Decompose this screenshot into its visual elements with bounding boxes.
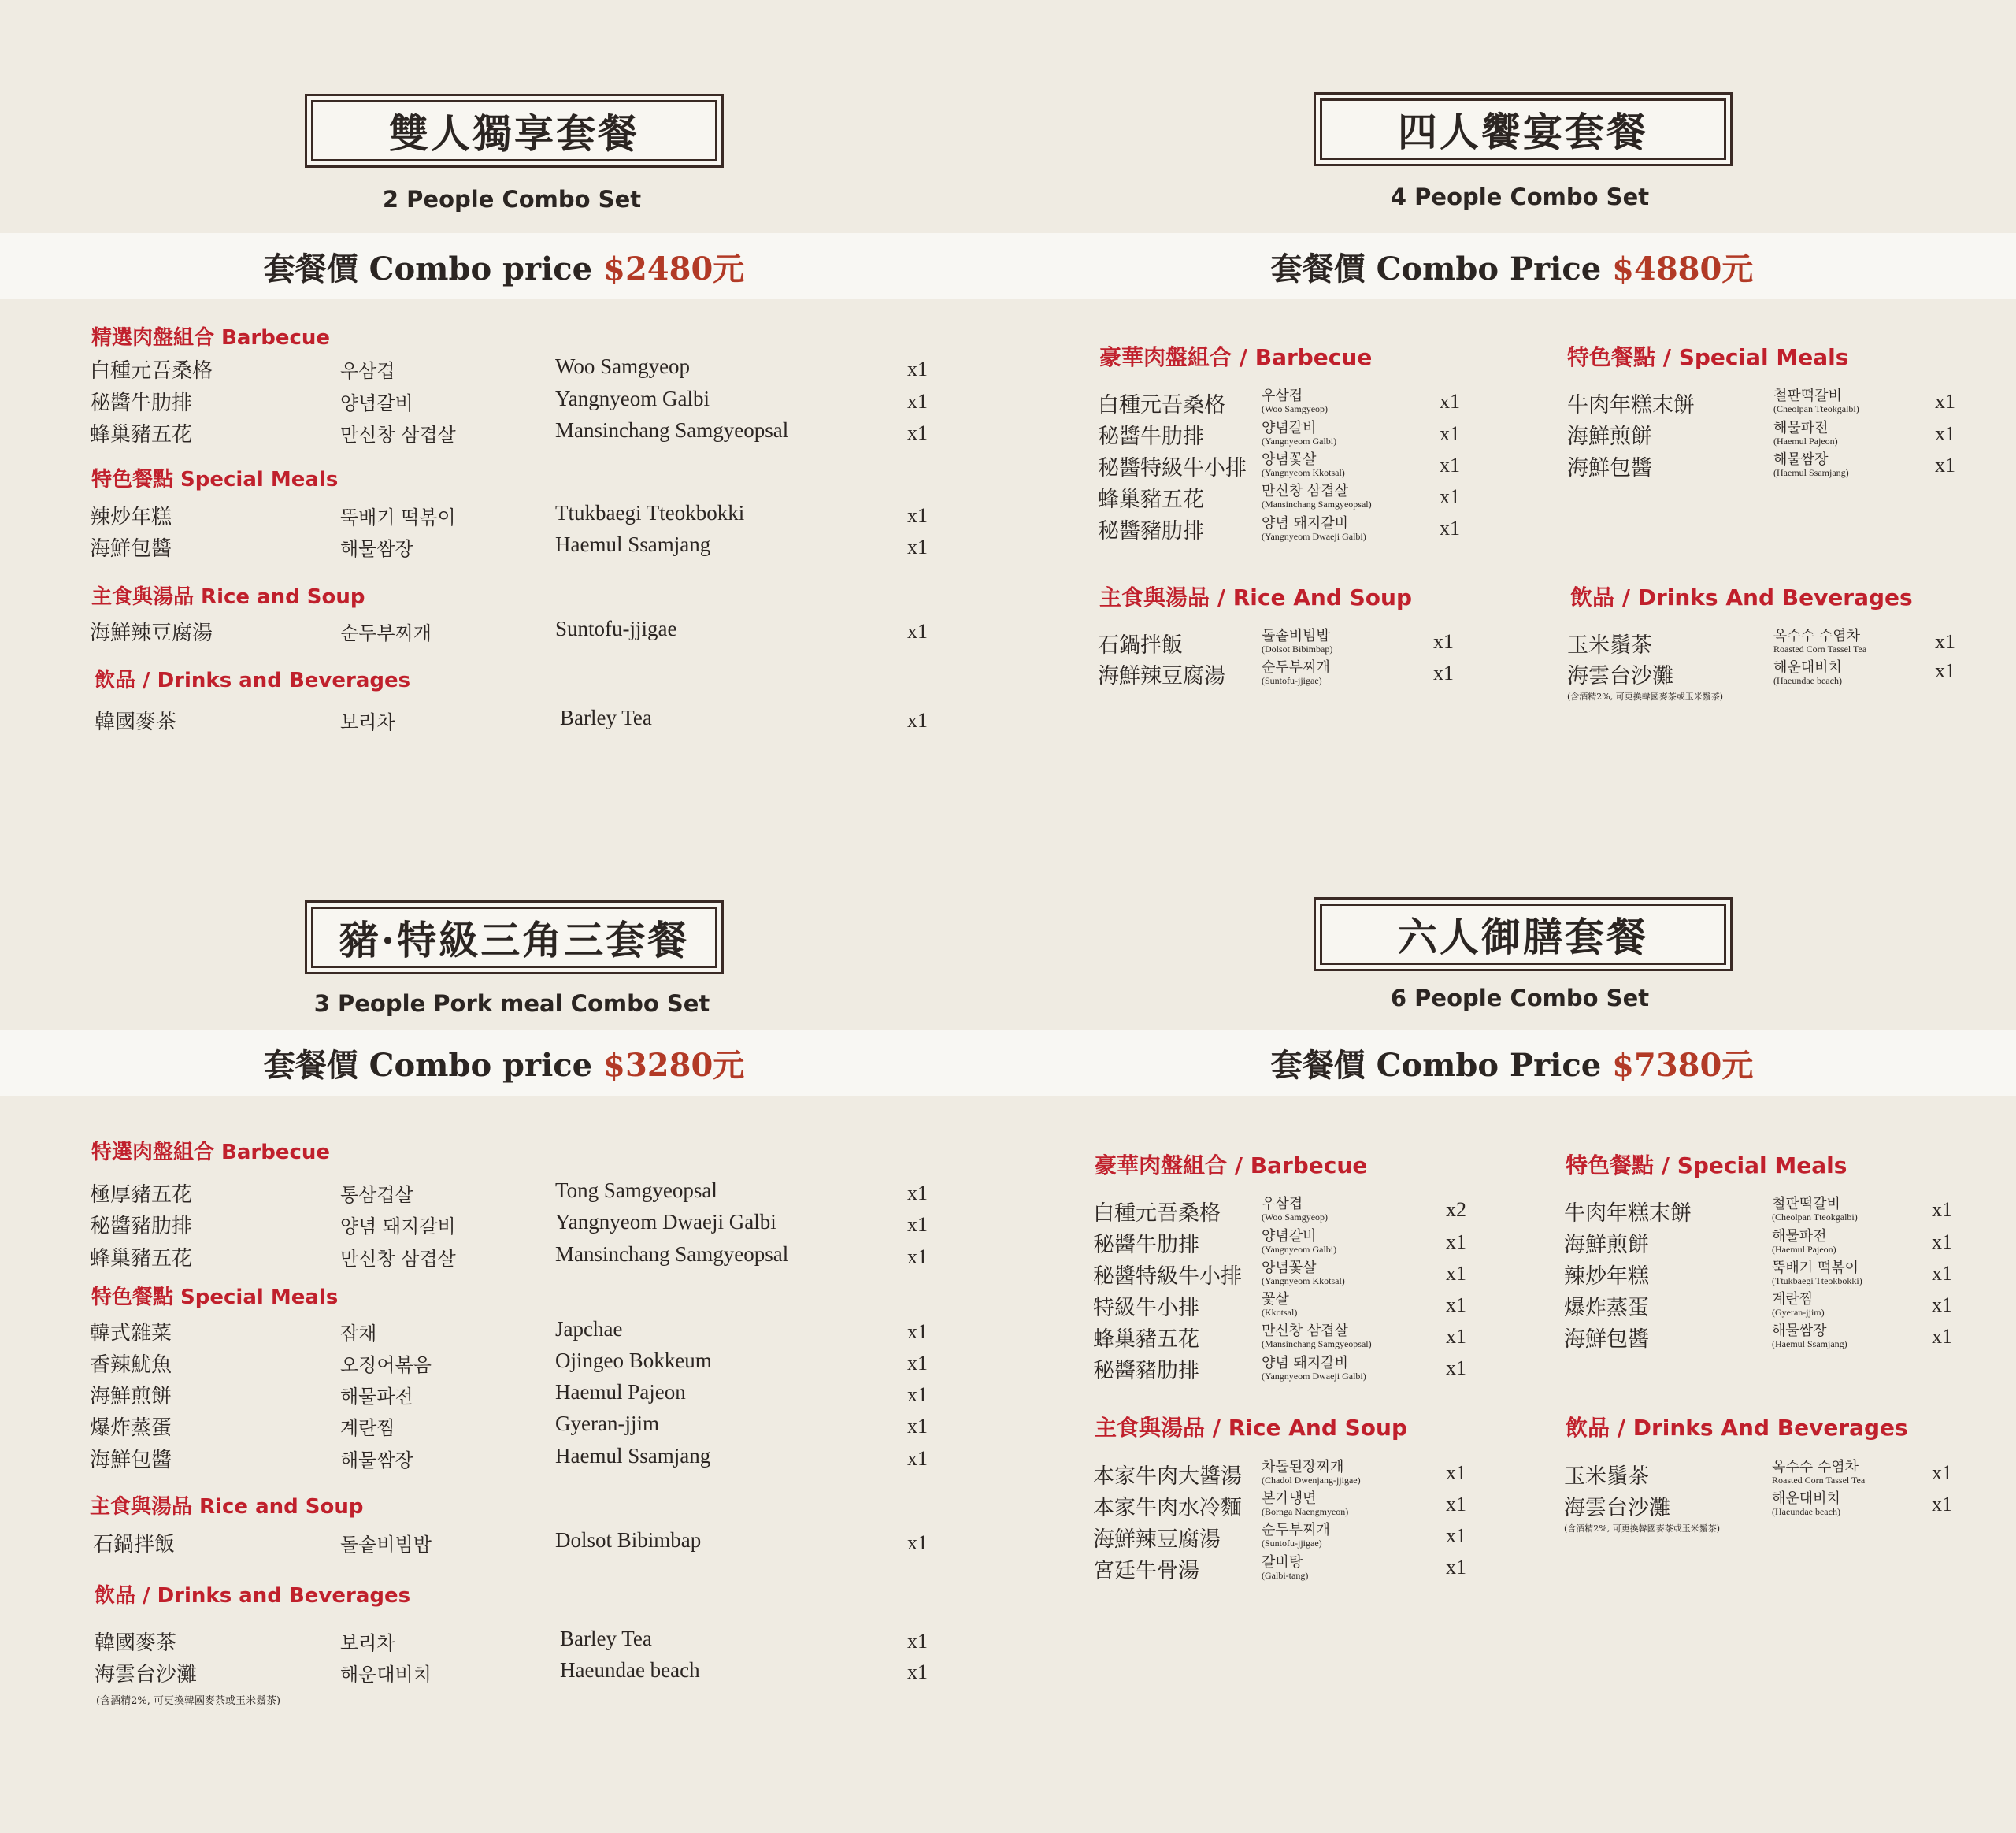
item-zh: 蜂巢豬五花 — [90, 423, 193, 447]
item-en: (Gyeran-jjim) — [1772, 1307, 1825, 1318]
item-qty: x1 — [1446, 1493, 1466, 1516]
item-qty: x1 — [1935, 659, 1955, 682]
item-ko-en — [1262, 1460, 1361, 1485]
item-zh: 韓國麥茶 — [94, 1631, 177, 1655]
item-ko: 옥수수 수염차 — [1773, 628, 1861, 644]
item-ko: 양념 돼지갈비 — [340, 1215, 456, 1237]
item-en: (Haemul Ssamjang) — [1773, 467, 1849, 478]
item-zh: 蜂巢豬五花 — [90, 1247, 193, 1271]
combo-title: 雙人獨享套餐 — [311, 100, 717, 161]
item-zh: 玉米鬚茶 — [1567, 633, 1652, 658]
item-ko-en — [1772, 1293, 1825, 1317]
item-ko: 잡채 — [340, 1323, 377, 1345]
section-heading: 主食與湯品 / Rice And Soup — [1095, 1415, 1407, 1441]
item-ko: 양념갈비 — [1262, 1228, 1317, 1245]
item-en: (Mansinchang Samgyeopsal) — [1262, 1338, 1372, 1349]
item-qty: x1 — [1932, 1230, 1952, 1253]
item-qty: x2 — [1446, 1198, 1466, 1221]
item-ko-en — [1773, 661, 1842, 685]
combo-title: 四人饗宴套餐 — [1320, 98, 1726, 160]
section-heading: 飲品 / Drinks And Beverages — [1570, 584, 1913, 610]
item-ko: 양념 돼지갈비 — [1262, 1355, 1349, 1371]
combo-price-band — [0, 1030, 1008, 1096]
item-en: (Haeundae beach) — [1773, 675, 1842, 686]
item-zh: 海鮮辣豆腐湯 — [1098, 664, 1225, 688]
item-en: Ojingeo Bokkeum — [555, 1349, 712, 1372]
item-ko: 우삼겹 — [1262, 1196, 1303, 1212]
item-en: (Yangnyeom Dwaeji Galbi) — [1262, 531, 1366, 542]
section-heading: 特色餐點 / Special Meals — [1567, 344, 1849, 370]
item-ko: 우삼겹 — [340, 360, 395, 382]
item-qty: x1 — [1446, 1556, 1466, 1579]
item-ko-en — [1773, 453, 1849, 477]
item-en: Yangnyeom Dwaeji Galbi — [555, 1210, 776, 1234]
item-qty: x1 — [907, 390, 928, 413]
item-ko: 해물쌈장 — [1773, 451, 1829, 468]
item-ko-en — [1262, 1356, 1366, 1381]
item-zh: 白種元吾桑格 — [1093, 1201, 1221, 1226]
item-ko-en — [1262, 661, 1330, 685]
item-en: Ttukbaegi Tteokbokki — [555, 501, 745, 525]
item-zh: 爆炸蒸蛋 — [1564, 1296, 1649, 1320]
item-en: Mansinchang Samgyeopsal — [555, 1242, 789, 1266]
item-ko: 만신창 삼겹살 — [340, 424, 456, 446]
item-ko: 양념 돼지갈비 — [1262, 515, 1349, 532]
combo-price-label: 套餐價 Combo price — [263, 250, 593, 288]
item-en: Barley Tea — [560, 1627, 652, 1650]
item-en: Gyeran-jjim — [555, 1412, 659, 1435]
section-heading: 主食與湯品 / Rice And Soup — [1099, 584, 1412, 610]
item-zh: 秘醬豬肋排 — [1098, 519, 1204, 544]
item-ko: 해운대비치 — [340, 1664, 432, 1686]
section-heading: 主食與湯品 Rice and Soup — [90, 1495, 364, 1519]
item-zh: 海鮮包醬 — [1564, 1327, 1649, 1352]
item-ko: 철판떡갈비 — [1773, 388, 1842, 404]
item-zh: 秘醬特級牛小排 — [1098, 456, 1247, 481]
item-en: Haeundae beach — [560, 1658, 700, 1682]
combo-title: 豬·特級三角三套餐 — [311, 907, 717, 968]
combo-price-label: 套餐價 Combo price — [263, 1046, 593, 1084]
combo-subtitle: 6 People Combo Set — [1390, 985, 1650, 1011]
section-heading: 特色餐點 Special Meals — [91, 468, 339, 492]
item-zh: 海鮮包醬 — [1567, 456, 1652, 481]
section-heading: 豪華肉盤組合 / Barbecue — [1099, 344, 1373, 370]
item-qty: x1 — [1440, 485, 1460, 508]
item-qty: x1 — [1446, 1524, 1466, 1547]
item-ko-en — [1773, 421, 1838, 446]
item-ko: 해물쌈장 — [340, 1449, 413, 1471]
section-heading: 精選肉盤組合 Barbecue — [91, 326, 331, 350]
item-ko: 해물파전 — [1773, 420, 1829, 436]
combo-title: 六人御膳套餐 — [1320, 904, 1726, 965]
item-ko-en — [1262, 629, 1332, 654]
item-ko-en — [1262, 453, 1345, 477]
item-zh: 爆炸蒸蛋 — [90, 1416, 172, 1440]
item-ko: 계란찜 — [340, 1417, 395, 1439]
section-heading: 飲品 / Drinks and Beverages — [94, 669, 411, 692]
combo-price-value: $7380元 — [1612, 1046, 1754, 1084]
item-zh: 海鮮辣豆腐湯 — [1093, 1527, 1221, 1552]
item-qty: x1 — [907, 709, 928, 732]
item-zh: 本家牛肉水冷麵 — [1093, 1496, 1242, 1520]
item-ko-en — [1262, 1492, 1348, 1516]
item-ko: 해운대비치 — [1772, 1490, 1840, 1507]
item-en: Woo Samgyeop — [555, 354, 691, 378]
section-heading: 豪華肉盤組合 / Barbecue — [1095, 1152, 1368, 1178]
item-ko: 양념꽃살 — [1262, 451, 1317, 468]
combo-price-band — [1008, 1030, 2016, 1096]
item-qty: x1 — [1433, 662, 1454, 685]
item-ko: 보리차 — [340, 711, 395, 733]
item-qty: x1 — [1935, 630, 1955, 653]
item-zh: 香辣魷魚 — [90, 1353, 172, 1377]
item-zh: 海雲台沙灘 — [1567, 664, 1673, 688]
item-ko: 뚝배기 떡볶이 — [340, 506, 456, 529]
item-zh: 極厚豬五花 — [90, 1183, 193, 1207]
item-en: Barley Tea — [560, 706, 652, 729]
item-en: Roasted Corn Tassel Tea — [1772, 1475, 1866, 1486]
item-ko: 해물쌈장 — [1772, 1323, 1827, 1339]
item-en: (Haeundae beach) — [1772, 1506, 1840, 1517]
item-en: Tong Samgyeopsal — [555, 1178, 717, 1202]
item-qty: x1 — [1932, 1198, 1952, 1221]
item-en: Mansinchang Samgyeopsal — [555, 418, 789, 442]
item-en: (Suntofu-jjigae) — [1262, 675, 1322, 686]
combo-price-label: 套餐價 Combo Price — [1270, 250, 1602, 288]
item-ko: 뚝배기 떡볶이 — [1772, 1260, 1859, 1276]
item-en: (Bornga Naengmyeon) — [1262, 1506, 1349, 1517]
item-ko-en — [1772, 1324, 1847, 1349]
item-qty: x1 — [1440, 390, 1460, 413]
combo-price-label: 套餐價 Combo Price — [1270, 1046, 1602, 1084]
item-ko: 갈비탕 — [1262, 1554, 1303, 1571]
item-zh: 白種元吾桑格 — [1098, 393, 1225, 417]
item-ko-en — [1772, 1492, 1840, 1516]
item-ko-en — [1262, 389, 1328, 414]
item-en: (Suntofu-jjigae) — [1262, 1538, 1322, 1549]
item-ko-en — [1262, 1230, 1336, 1254]
item-zh: 牛肉年糕末餅 — [1564, 1201, 1692, 1226]
item-zh: 海鮮包醬 — [90, 1449, 172, 1472]
item-zh: 秘醬豬肋排 — [90, 1215, 193, 1238]
item-ko: 통삼겹살 — [340, 1184, 413, 1206]
item-zh: 辣炒年糕 — [90, 506, 172, 529]
section-heading: 特色餐點 / Special Meals — [1566, 1152, 1847, 1178]
item-zh: 韓式雜菜 — [90, 1322, 172, 1345]
item-zh: 秘醬特級牛小排 — [1093, 1264, 1242, 1289]
item-en: (Haemul Ssamjang) — [1772, 1338, 1847, 1349]
item-ko: 철판떡갈비 — [1772, 1196, 1840, 1212]
item-ko: 꽃살 — [1262, 1291, 1289, 1308]
section-heading: 飲品 / Drinks And Beverages — [1566, 1415, 1908, 1441]
combo-price-band — [1008, 233, 2016, 299]
item-zh: 特級牛小排 — [1093, 1296, 1199, 1320]
item-qty: x1 — [907, 536, 928, 558]
item-qty: x1 — [1440, 454, 1460, 477]
item-ko: 옥수수 수염차 — [1772, 1459, 1859, 1475]
item-en: Suntofu-jjigae — [555, 617, 677, 640]
item-zh: 玉米鬚茶 — [1564, 1464, 1649, 1489]
combo-price-band — [0, 233, 1008, 299]
item-zh: 本家牛肉大醬湯 — [1093, 1464, 1242, 1489]
item-zh: 辣炒年糕 — [1564, 1264, 1649, 1289]
item-zh: 海鮮煎餅 — [1567, 425, 1652, 449]
item-en: (Cheolpan Tteokgalbi) — [1772, 1211, 1858, 1223]
item-qty: x1 — [1446, 1293, 1466, 1316]
item-ko: 해운대비치 — [1773, 659, 1842, 676]
item-ko: 순두부찌개 — [1262, 1522, 1330, 1538]
item-zh: 蜂巢豬五花 — [1098, 488, 1204, 512]
item-qty: x1 — [907, 504, 928, 527]
item-en: (Haemul Pajeon) — [1772, 1244, 1836, 1255]
item-en: (Yangnyeom Dwaeji Galbi) — [1262, 1371, 1366, 1382]
item-ko-en — [1262, 421, 1336, 446]
item-zh: 石鍋拌飯 — [93, 1533, 176, 1557]
item-ko-en — [1262, 1324, 1372, 1349]
item-en: (Chadol Dwenjang-jjigae) — [1262, 1475, 1361, 1486]
item-en: (Woo Samgyeop) — [1262, 1211, 1329, 1223]
combo-price-value: $3280元 — [603, 1046, 745, 1084]
item-zh: 石鍋拌飯 — [1098, 633, 1183, 658]
item-ko: 만신창 삼겹살 — [1262, 1323, 1349, 1339]
section-heading: 飲品 / Drinks and Beverages — [94, 1584, 411, 1608]
item-qty: x1 — [1446, 1325, 1466, 1348]
item-en: (Woo Samgyeop) — [1262, 403, 1329, 414]
item-zh: 秘醬牛肋排 — [1098, 425, 1204, 449]
item-qty: x1 — [907, 1320, 928, 1343]
item-qty: x1 — [1935, 454, 1955, 477]
item-qty: x1 — [907, 421, 928, 444]
item-ko: 돌솥비빔밥 — [1262, 628, 1330, 644]
item-en: (Yangnyeom Galbi) — [1262, 436, 1337, 447]
item-ko: 순두부찌개 — [1262, 659, 1330, 676]
item-qty: x1 — [907, 1213, 928, 1236]
item-qty: x1 — [1932, 1461, 1952, 1484]
item-zh: 秘醬牛肋排 — [1093, 1233, 1199, 1257]
item-qty: x1 — [1433, 630, 1454, 653]
item-ko: 만신창 삼겹살 — [340, 1248, 456, 1270]
item-ko-en — [1773, 389, 1859, 414]
alcohol-note: (含酒精2%, 可更換韓國麥茶或玉米鬚茶) — [96, 1695, 281, 1707]
item-qty: x1 — [1935, 390, 1955, 413]
item-en: Haemul Pajeon — [555, 1380, 686, 1404]
item-zh: 海鮮包醬 — [90, 537, 172, 561]
item-qty: x1 — [1446, 1262, 1466, 1285]
item-zh: 白種元吾桑格 — [90, 359, 213, 383]
item-ko-en — [1262, 1556, 1308, 1580]
item-ko: 돌솥비빔밥 — [340, 1534, 432, 1556]
item-qty: x1 — [907, 1383, 928, 1406]
item-en: (Ttukbaegi Tteokbokki) — [1772, 1275, 1862, 1286]
item-zh: 牛肉年糕末餅 — [1567, 393, 1695, 417]
item-zh: 蜂巢豬五花 — [1093, 1327, 1199, 1352]
item-zh: 海鮮煎餅 — [90, 1385, 172, 1408]
combo-subtitle: 2 People Combo Set — [382, 186, 642, 213]
item-ko: 해물파전 — [1772, 1228, 1827, 1245]
item-en: (Dolsot Bibimbap) — [1262, 644, 1333, 655]
item-ko: 보리차 — [340, 1632, 395, 1654]
item-en: Roasted Corn Tassel Tea — [1773, 644, 1867, 655]
item-zh: 韓國麥茶 — [94, 711, 177, 734]
item-qty: x1 — [907, 1182, 928, 1204]
item-en: (Cheolpan Tteokgalbi) — [1773, 403, 1859, 414]
item-qty: x1 — [1440, 422, 1460, 445]
item-zh: 海雲台沙灘 — [94, 1663, 198, 1686]
item-en: (Yangnyeom Galbi) — [1262, 1244, 1337, 1255]
item-ko-en — [1262, 1261, 1345, 1286]
item-ko: 본가냉면 — [1262, 1490, 1317, 1507]
item-en: Yangnyeom Galbi — [555, 387, 710, 410]
item-en: (Mansinchang Samgyeopsal) — [1262, 499, 1372, 510]
item-qty: x1 — [907, 1245, 928, 1268]
item-en: (Galbi-tang) — [1262, 1570, 1309, 1581]
item-ko-en — [1262, 1523, 1330, 1548]
item-qty: x1 — [1446, 1461, 1466, 1484]
section-heading: 特色餐點 Special Meals — [91, 1286, 339, 1309]
item-en: Dolsot Bibimbap — [555, 1528, 702, 1552]
item-zh: 秘醬豬肋排 — [1093, 1359, 1199, 1383]
item-qty: x1 — [1440, 517, 1460, 540]
item-qty: x1 — [907, 1531, 928, 1554]
item-ko: 양념꽃살 — [1262, 1260, 1317, 1276]
item-qty: x1 — [1932, 1262, 1952, 1285]
item-qty: x1 — [907, 1447, 928, 1470]
combo-subtitle: 3 People Pork meal Combo Set — [313, 990, 710, 1017]
item-qty: x1 — [907, 620, 928, 643]
item-ko-en — [1772, 1460, 1865, 1485]
combo-price-value: $2480元 — [603, 250, 745, 288]
item-zh: 海鮮辣豆腐湯 — [90, 622, 213, 645]
item-ko-en — [1772, 1197, 1858, 1222]
item-ko: 양념갈비 — [340, 392, 413, 414]
item-qty: x1 — [1932, 1493, 1952, 1516]
item-ko-en — [1773, 629, 1866, 654]
item-ko: 양념갈비 — [1262, 420, 1317, 436]
item-ko-en — [1262, 1197, 1328, 1222]
item-ko: 우삼겹 — [1262, 388, 1303, 404]
item-ko-en — [1262, 1293, 1297, 1317]
item-en: Haemul Ssamjang — [555, 1444, 711, 1468]
item-ko-en — [1262, 484, 1372, 509]
item-en: (Yangnyeom Kkotsal) — [1262, 467, 1345, 478]
item-qty: x1 — [1446, 1230, 1466, 1253]
item-qty: x1 — [1932, 1293, 1952, 1316]
item-ko-en — [1772, 1230, 1836, 1254]
item-ko-en — [1262, 517, 1366, 541]
item-qty: x1 — [907, 358, 928, 380]
item-ko: 순두부찌개 — [340, 622, 432, 644]
item-en: (Yangnyeom Kkotsal) — [1262, 1275, 1345, 1286]
item-zh: 海雲台沙灘 — [1564, 1496, 1670, 1520]
item-qty: x1 — [907, 1352, 928, 1375]
item-qty: x1 — [1932, 1325, 1952, 1348]
item-ko-en — [1772, 1261, 1862, 1286]
alcohol-note: (含酒精2%, 可更換韓國麥茶或玉米鬚茶) — [1567, 692, 1724, 702]
item-ko: 차돌된장찌개 — [1262, 1459, 1344, 1475]
item-en: Haemul Ssamjang — [555, 532, 711, 556]
item-ko: 해물쌈장 — [340, 538, 413, 560]
item-qty: x1 — [907, 1415, 928, 1438]
item-qty: x1 — [907, 1660, 928, 1683]
alcohol-note: (含酒精2%, 可更換韓國麥茶或玉米鬚茶) — [1564, 1523, 1721, 1534]
item-en: (Kkotsal) — [1262, 1307, 1298, 1318]
item-ko: 해물파전 — [340, 1386, 413, 1408]
item-zh: 宮廷牛骨湯 — [1093, 1559, 1199, 1583]
item-qty: x1 — [1446, 1356, 1466, 1379]
section-heading: 特選肉盤組合 Barbecue — [91, 1141, 331, 1164]
item-ko: 만신창 삼겹살 — [1262, 483, 1349, 499]
item-en: Japchae — [555, 1317, 623, 1341]
combo-price-value: $4880元 — [1612, 250, 1754, 288]
combo-subtitle: 4 People Combo Set — [1390, 184, 1650, 210]
item-zh: 海鮮煎餅 — [1564, 1233, 1649, 1257]
item-ko: 계란찜 — [1772, 1291, 1814, 1308]
item-qty: x1 — [907, 1630, 928, 1653]
item-ko: 오징어볶음 — [340, 1354, 432, 1376]
item-zh: 秘醬牛肋排 — [90, 391, 193, 415]
section-heading: 主食與湯品 Rice and Soup — [91, 585, 365, 609]
item-qty: x1 — [1935, 422, 1955, 445]
item-en: (Haemul Pajeon) — [1773, 436, 1838, 447]
